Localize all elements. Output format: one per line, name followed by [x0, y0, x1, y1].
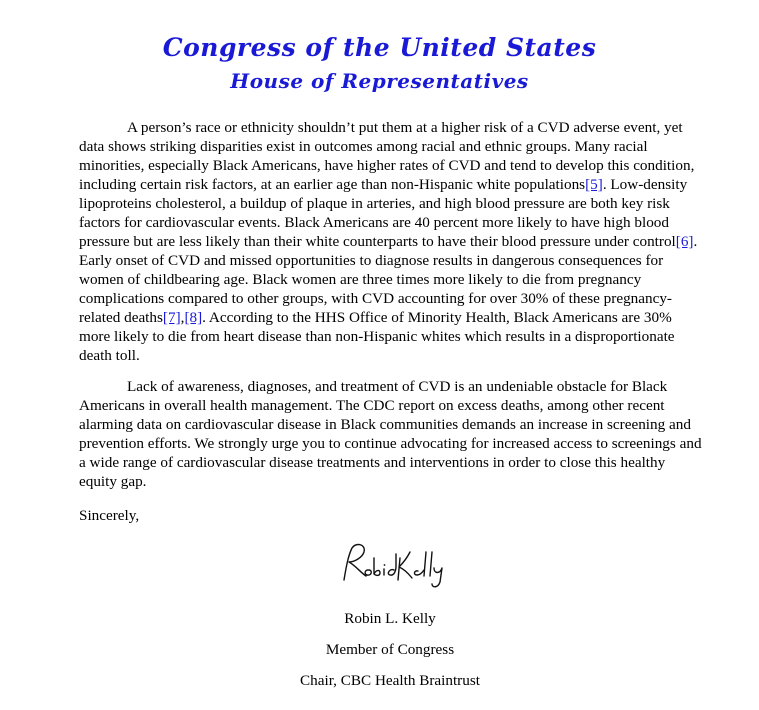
handwritten-signature — [334, 540, 452, 590]
footnote-link-5[interactable]: [5] — [585, 176, 603, 193]
signer-title: Member of Congress — [325, 641, 455, 658]
signer-name: Robin L. Kelly — [344, 610, 436, 627]
paragraph-awareness-text: Lack of awareness, diagnoses, and treatment of CVD is an undeniable obstacle for Black Americans in overall health management. The CDC report on excess deaths, among other recent alarming data on cardiovascular disease in Black communities demands an increase in screening and prevention efforts. We strongly urge you to continue advocating for increased access to screenings and a wide range of cardiovascular disease treatments and interventions in order to close this healthy equity gap. — [79, 378, 702, 490]
paragraph-disparities-text — [79, 118, 703, 365]
letterhead-house: House of Representatives — [230, 69, 529, 93]
footnote-link-7[interactable]: [7] — [162, 309, 181, 326]
footnote-separator: , — [180, 309, 185, 326]
signer-role: Chair, CBC Health Braintrust — [300, 672, 480, 689]
paragraph-disparities-s1: A person’s race or ethnicity shouldn’t put them at a higher risk of a CVD adverse event, yet data shows striking disparities exist in outcomes among racial and ethnic groups. Many racial minorities, especially Black Americans, have higher rates of CVD and tend to develop this condition, including certain risk factors, at an earlier age than non-Hispanic white populations — [79, 119, 695, 193]
paragraph-disparities — [79, 118, 703, 365]
closing-salutation: Sincerely, — [79, 507, 140, 524]
letterhead-congress: Congress of the United States — [162, 33, 597, 62]
footnote-link-6[interactable]: [6] — [675, 233, 694, 250]
footnote-link-8[interactable]: [8] — [184, 309, 203, 326]
paragraph-disparities-s4: . According to the HHS Office of Minority Health, Black Americans are 30% more likely to die from heart disease than non-Hispanic whites which results in a disproportionate death toll. — [79, 309, 675, 364]
paragraph-disparities-s2: . Low-density lipoproteins cholesterol, a buildup of plaque in arteries, and high blood pressure are both key risk factors for cardiovascular events. Black Americans are 40 percent more likely to have high blood pressure but are less likely than their white counterparts to have their blood pressure under control — [79, 176, 688, 250]
paragraph-disparities-s3: . Early onset of CVD and missed opportunities to diagnose results in dangerous consequences for women of childbearing age. Black women are three times more likely to die from pregnancy complications compared to other groups, with CVD accounting for over 30% of these pregnancy-related deaths — [79, 233, 698, 326]
paragraph-awareness — [79, 377, 703, 491]
